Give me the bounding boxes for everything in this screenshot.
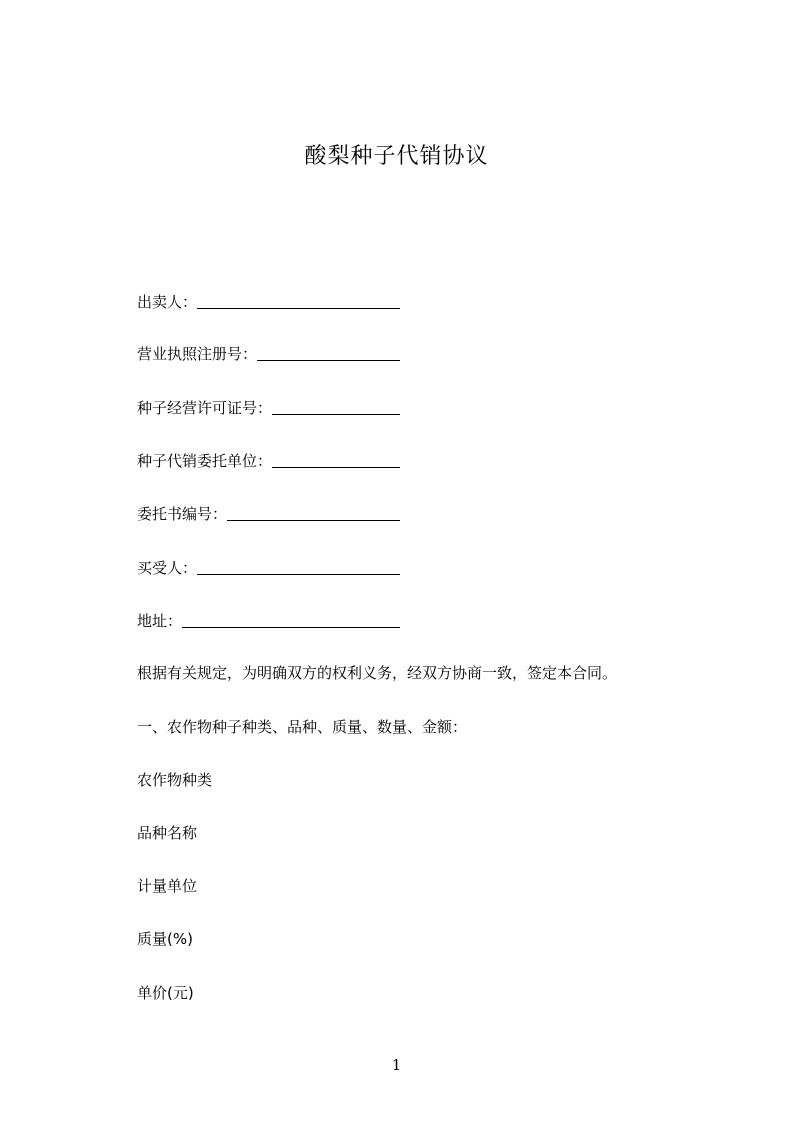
fill-in-blank — [197, 558, 400, 575]
page-number: 1 — [391, 1056, 402, 1074]
fill-in-blank — [197, 292, 400, 309]
field-seed-license-number — [137, 397, 400, 419]
list-item: 质量(%) — [137, 930, 193, 948]
field-business-license-number — [137, 343, 400, 365]
field-label: 买受人： — [137, 559, 198, 577]
intro-paragraph: 根据有关规定，为明确双方的权利义务，经双方协商一致，签定本合同。 — [137, 664, 618, 682]
fill-in-blank — [272, 398, 400, 415]
section-heading: 一、农作物种子种类、品种、质量、数量、金额： — [137, 718, 468, 736]
field-label: 营业执照注册号： — [137, 345, 258, 363]
field-consigning-unit — [137, 450, 400, 472]
list-item: 农作物种类 — [137, 771, 213, 789]
field-authorization-number — [137, 503, 400, 525]
field-label: 出卖人： — [137, 293, 198, 311]
field-label: 种子代销委托单位： — [137, 452, 273, 470]
document-title: 酸梨种子代销协议 — [304, 144, 489, 169]
field-label: 地址： — [137, 612, 183, 630]
fill-in-blank — [272, 451, 400, 468]
field-label: 委托书编号： — [137, 505, 228, 523]
field-seller — [137, 291, 400, 313]
field-buyer — [137, 557, 400, 579]
fill-in-blank — [227, 504, 400, 521]
fill-in-blank — [182, 611, 400, 628]
field-address — [137, 610, 400, 632]
list-item: 计量单位 — [137, 877, 198, 895]
field-label: 种子经营许可证号： — [137, 399, 273, 417]
fill-in-blank — [257, 344, 400, 361]
list-item: 单价(元) — [137, 984, 194, 1002]
list-item: 品种名称 — [137, 824, 198, 842]
